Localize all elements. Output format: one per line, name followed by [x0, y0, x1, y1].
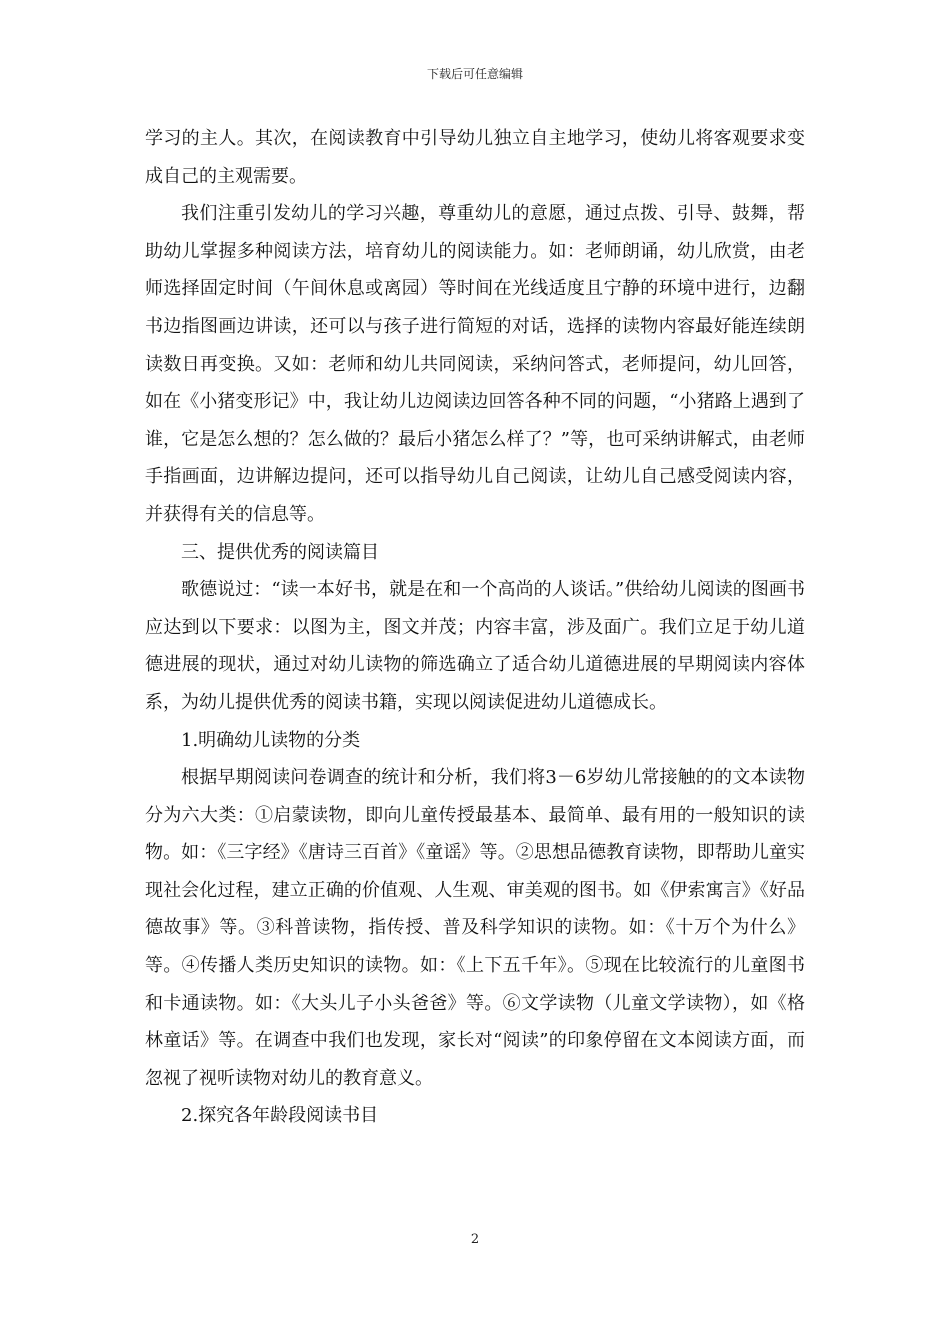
- subheading-age-groups: 2.探究各年龄段阅读书目: [181, 1105, 379, 1127]
- page-number: 2: [470, 1232, 480, 1247]
- section-heading-reading-list: 三、提供优秀的阅读篇目: [181, 541, 379, 563]
- subheading-classification: 1.明确幼儿读物的分类: [181, 729, 361, 751]
- paragraph-reading-categories: 根据早期阅读问卷调查的统计和分析，我们将3－6岁幼儿常接触的的文本读物分为六大类：①启蒙读物，即向儿童传授最基本、最简单、最有用的一般知识的读物。如：《三字经》《唐诗三百首》《童谣》等。②思想品德教育读物，即帮助儿童实现社会化过程，建立正确的价值观、人生观、审美观的图书。如《伊索寓言》《好品德故事》等。③科普读物，指传授、普及科学知识的读物。如：《十万个为什么》等。④传播人类历史知识的读物。如：《上下五千年》。⑤现在比较流行的儿童图书和卡通读物。如：《大头儿子小头爸爸》等。⑥文学读物（儿童文学读物），如《格林童话》等。在调查中我们也发现，家长对“阅读”的印象停留在文本阅读方面，而忽视了视听读物对幼儿的教育意义。: [145, 767, 805, 1089]
- paragraph-continuation: 学习的主人。其次，在阅读教育中引导幼儿独立自主地学习，使幼儿将客观要求变成自己的主观需要。: [145, 128, 805, 187]
- body-text: [145, 120, 805, 1135]
- paragraph-reading-methods: 我们注重引发幼儿的学习兴趣，尊重幼儿的意愿，通过点拨、引导、鼓舞，帮助幼儿掌握多种阅读方法，培育幼儿的阅读能力。如：老师朗诵，幼儿欣赏，由老师选择固定时间（午间休息或离园）等时间在光线适度且宁静的环境中进行，边翻书边指图画边讲读，还可以与孩子进行简短的对话，选择的读物内容最好能连续朗读数日再变换。又如：老师和幼儿共同阅读，采纳问答式，老师提问，幼儿回答，如在《小猪变形记》中，我让幼儿边阅读边回答各种不同的问题，“小猪路上遇到了谁，它是怎么想的？怎么做的？最后小猪怎么样了？”等，也可采纳讲解式，由老师手指画面，边讲解边提问，还可以指导幼儿自己阅读，让幼儿自己感受阅读内容，并获得有关的信息等。: [145, 203, 805, 525]
- page-header: 下载后可任意编辑: [426, 67, 523, 81]
- paragraph-goethe-quote: 歌德说过：“读一本好书，就是在和一个高尚的人谈话。”供给幼儿阅读的图画书应达到以下要求：以图为主，图文并茂；内容丰富，涉及面广。我们立足于幼儿道德进展的现状，通过对幼儿读物的筛选确立了适合幼儿道德进展的早期阅读内容体系，为幼儿提供优秀的阅读书籍，实现以阅读促进幼儿道德成长。: [145, 579, 805, 713]
